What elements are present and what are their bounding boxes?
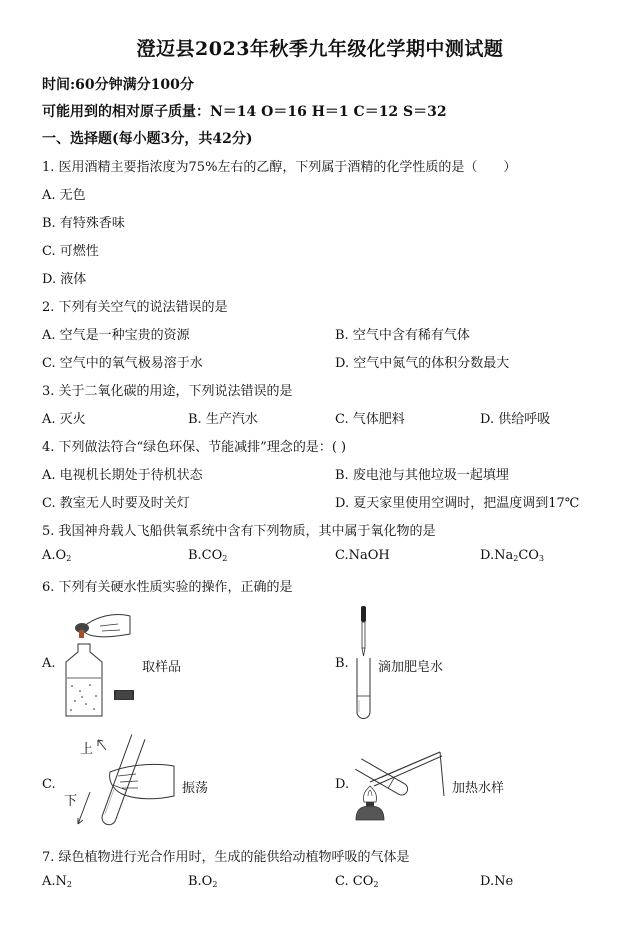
option-d: D.Ne [480, 874, 514, 889]
option-c: C. 空气中的氧气极易溶于水 [42, 356, 203, 371]
option-b: B. 有特殊香味 [42, 216, 125, 231]
option-a-caption: 取样品 [142, 660, 182, 675]
option-d: D. 夏天家里使用空调时，把温度调到17℃ [335, 496, 580, 511]
option-b: $B.O_2$ [188, 874, 218, 889]
down-label: 下 [64, 794, 78, 809]
option-b: B. 空气中含有稀有气体 [335, 328, 470, 343]
option-b-caption: 滴加肥皂水 [378, 660, 444, 675]
option-d: D. 液体 [42, 272, 87, 287]
option-a: $A.N_2$ [42, 874, 72, 889]
option-d-caption: 加热水样 [452, 781, 505, 796]
question-stem: 4. 下列做法符合“绿色环保、节能减排”理念的是：( ) [42, 440, 347, 455]
page-title: 澄迈县2023年秋季九年级化学期中测试题 [136, 38, 504, 60]
question-stem: 1. 医用酒精主要指浓度为75%左右的乙醇，下列属于酒精的化学性质的是（ ） [42, 160, 517, 175]
option-b-letter: B. [335, 656, 349, 671]
section-heading: 一、选择题(每小题3分，共42分) [42, 131, 253, 147]
question-stem: 3. 关于二氧化碳的用途，下列说法错误的是 [42, 384, 293, 399]
up-label: 上 [80, 742, 94, 757]
option-c-caption: 振荡 [182, 781, 209, 796]
option-d: D. 供给呼吸 [480, 412, 551, 427]
option-a: $A.O_2$ [42, 548, 72, 563]
atomic-masses: 可能用到的相对原子质量：N＝14 O＝16 H＝1 C＝12 S＝32 [42, 104, 447, 120]
option-a: A. 无色 [42, 188, 86, 203]
shaking-icon [70, 730, 180, 834]
option-b: B. 生产汽水 [188, 412, 258, 427]
option-a: A. 灭火 [42, 412, 86, 427]
option-c: C. 教室无人时要及时关灯 [42, 496, 190, 511]
option-a: A. 空气是一种宝贵的资源 [42, 328, 190, 343]
option-d: D. 空气中氮气的体积分数最大 [335, 356, 510, 371]
question-stem: 7. 绿色植物进行光合作用时，生成的能供给动植物呼吸的气体是 [42, 850, 410, 865]
option-c: C. 气体肥料 [335, 412, 405, 427]
option-a: A. 电视机长期处于待机状态 [42, 468, 203, 483]
option-c: C. $CO_2$ [335, 874, 379, 889]
question-stem: 2. 下列有关空气的说法错误的是 [42, 300, 228, 315]
option-c: C.NaOH [335, 548, 390, 563]
option-b: $B.CO_2$ [188, 548, 228, 563]
option-b: B. 废电池与其他垃圾一起填埋 [335, 468, 509, 483]
option-c-letter: C. [42, 777, 56, 792]
option-a-letter: A. [42, 656, 56, 671]
question-stem: 6. 下列有关硬水性质实验的操作，正确的是 [42, 580, 293, 595]
option-d-letter: D. [335, 777, 350, 792]
dropper-icon [352, 604, 376, 724]
option-c: C. 可燃性 [42, 244, 99, 259]
sampling-icon [60, 606, 150, 724]
heating-icon [352, 740, 448, 822]
question-stem: 5. 我国神舟载人飞船供氧系统中含有下列物质，其中属于氧化物的是 [42, 524, 436, 539]
option-d: $D.Na_2CO_3$ [480, 548, 545, 563]
time-info: 时间:60分钟满分100分 [42, 77, 194, 93]
